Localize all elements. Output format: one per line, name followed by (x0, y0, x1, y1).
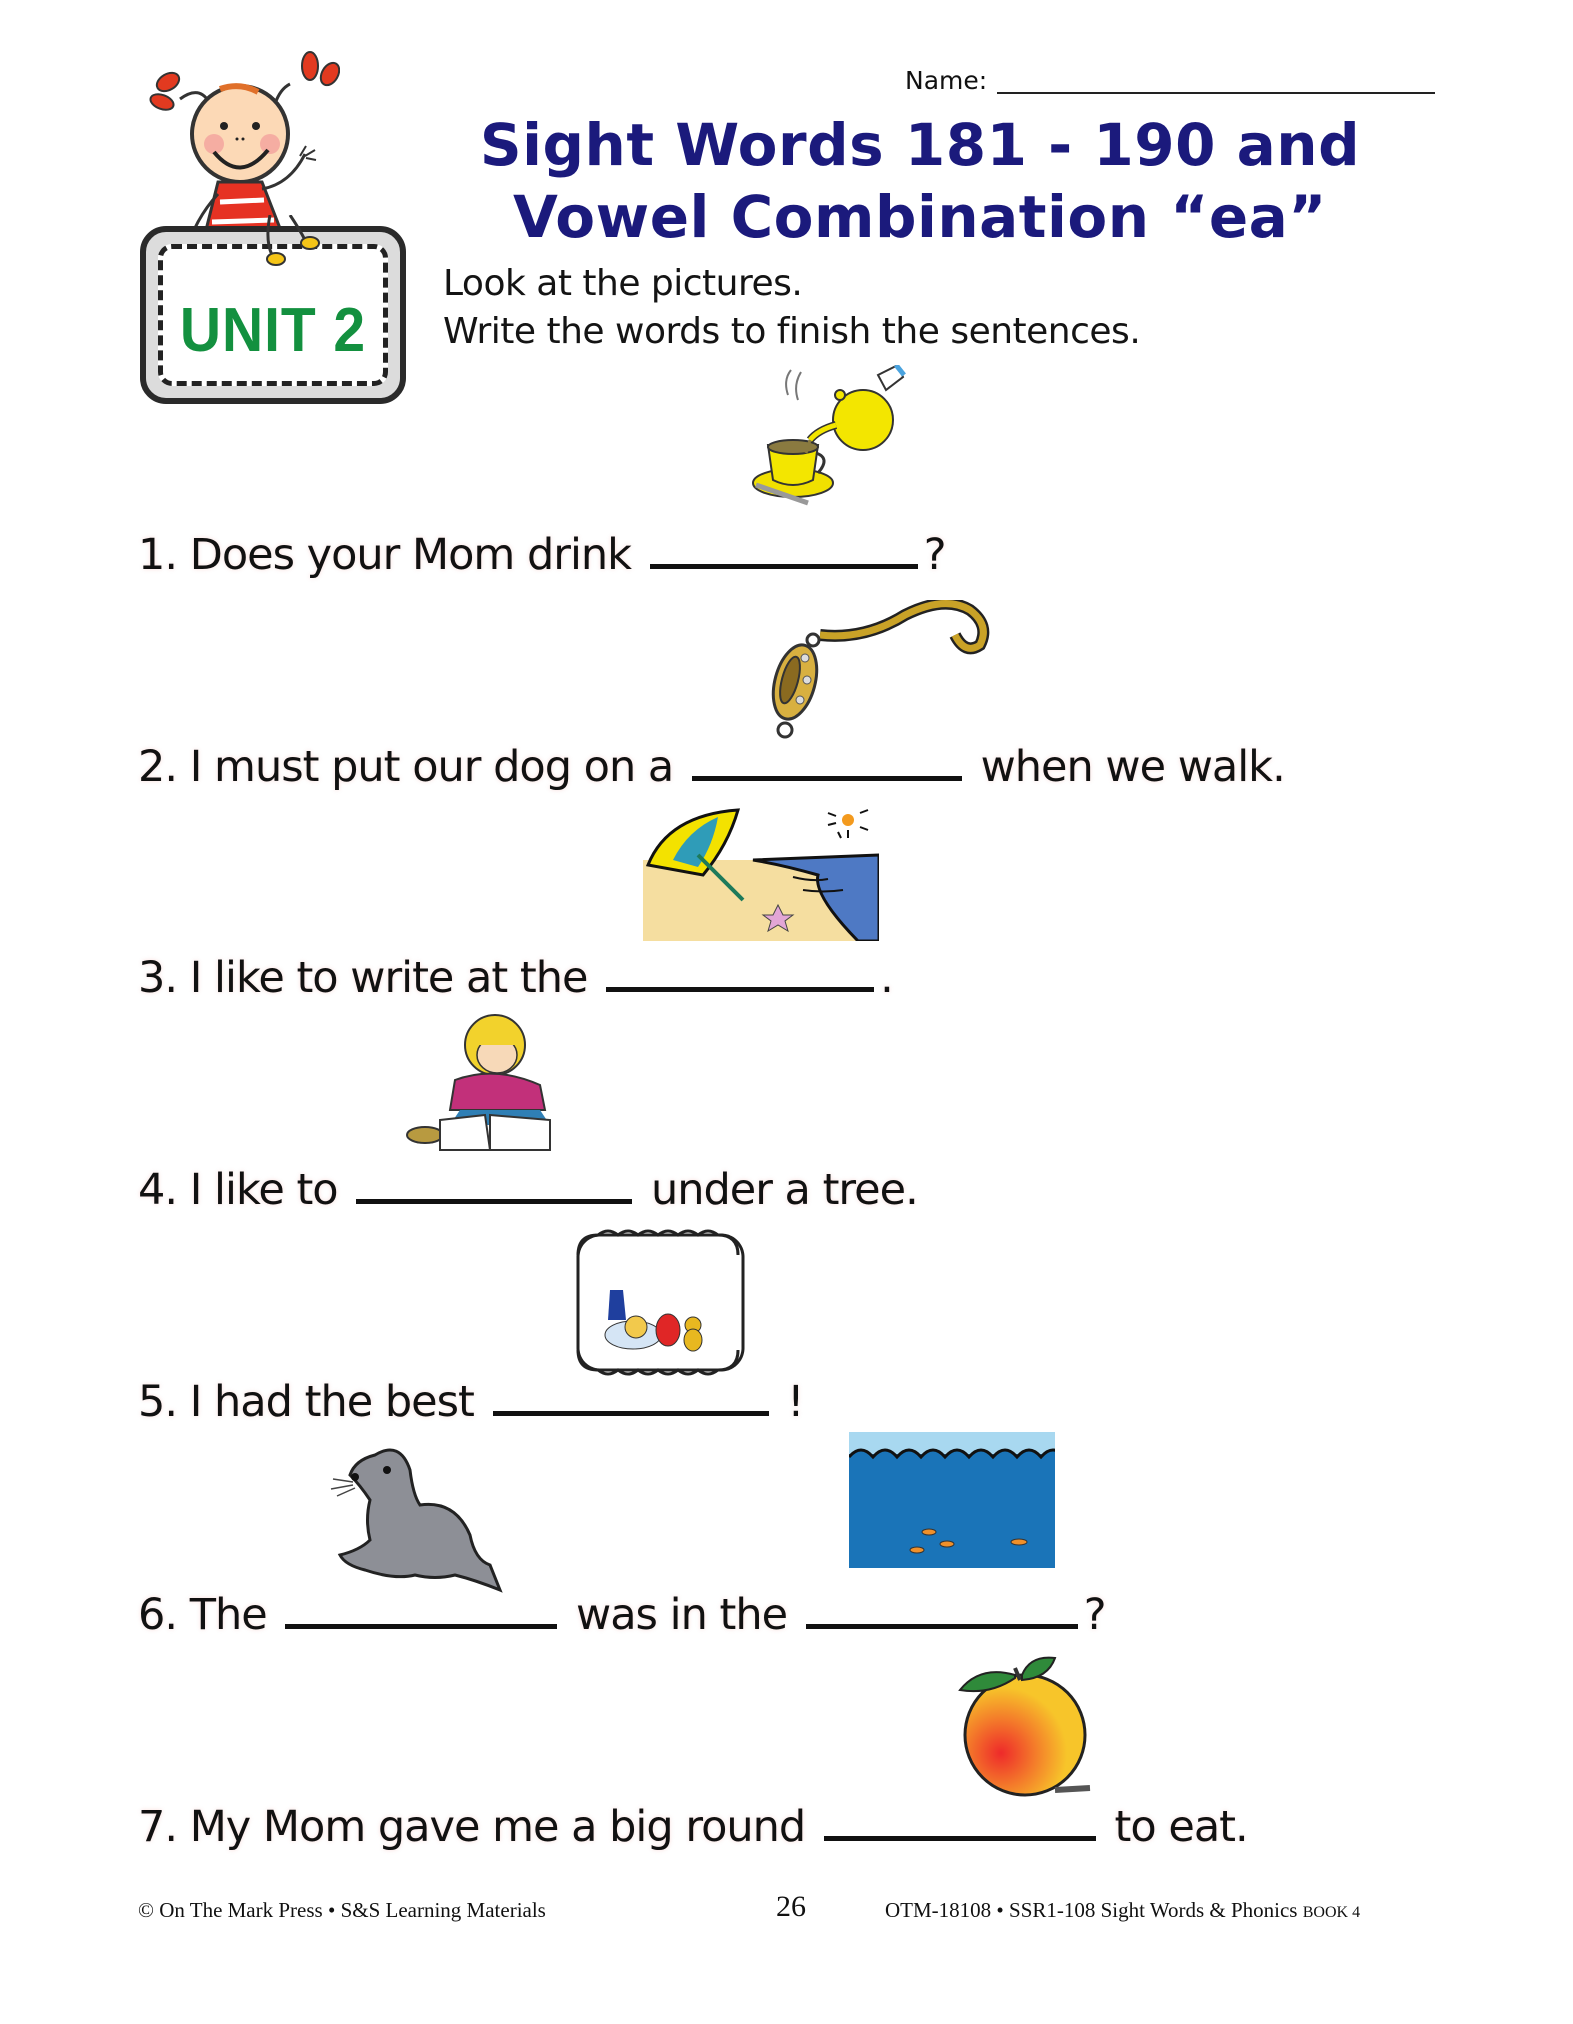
answer-blank-4[interactable] (356, 1198, 632, 1204)
dog-leash-icon (755, 600, 1000, 740)
sentence-text: when we walk. (980, 742, 1285, 792)
answer-blank-6a[interactable] (285, 1623, 557, 1629)
instruction-1: Look at the pictures. (443, 263, 803, 304)
unit-label: UNIT 2 (179, 296, 367, 365)
sentence-7 (138, 1802, 1248, 1852)
answer-blank-7[interactable] (824, 1835, 1096, 1841)
sentence-5 (138, 1377, 803, 1427)
sentence-number: 1. (138, 530, 178, 580)
sentence-number: 3. (138, 953, 178, 1003)
teapot-cup-icon (748, 365, 908, 515)
sentence-2 (138, 742, 1285, 792)
name-label: Name: (905, 66, 988, 95)
sentence-text: under a tree. (650, 1165, 918, 1215)
girl-reading-icon (400, 1010, 575, 1155)
sentence-text: ? (923, 530, 946, 580)
sentence-text: I must put our dog on a (189, 742, 674, 792)
sentence-text: My Mom gave me a big round (189, 1802, 806, 1852)
sentence-number: 5. (138, 1377, 178, 1427)
sentence-text: I had the best (189, 1377, 474, 1427)
sentence-text: ! (787, 1377, 804, 1427)
footer-copyright: © On The Mark Press • S&S Learning Materials (138, 1898, 546, 1922)
sea-icon (849, 1432, 1055, 1568)
sentence-text: The (189, 1590, 267, 1640)
sentence-text: was in the (576, 1590, 788, 1640)
name-field[interactable] (997, 92, 1435, 94)
footer-series-title: OTM-18108 • SSR1-108 Sight Words & Phonics (885, 1898, 1298, 1922)
dream-cloud-icon (568, 1225, 753, 1380)
sentence-text: to eat. (1114, 1802, 1248, 1852)
sentence-number: 4. (138, 1165, 178, 1215)
sentence-text: I like to write at the (189, 953, 588, 1003)
beach-icon (643, 805, 879, 941)
answer-blank-6b[interactable] (806, 1623, 1078, 1629)
sentence-6 (138, 1590, 1106, 1640)
page-title-line1: Sight Words 181 - 190 and (479, 111, 1361, 179)
sentence-text: ? (1083, 1590, 1106, 1640)
sentence-text: Does your Mom drink (189, 530, 632, 580)
peach-icon (940, 1650, 1100, 1800)
footer-series (885, 1898, 1360, 1923)
sentence-text: I like to (189, 1165, 338, 1215)
seal-icon (325, 1440, 520, 1600)
sentence-4 (138, 1165, 918, 1215)
answer-blank-3[interactable] (606, 986, 874, 992)
footer-book: BOOK 4 (1302, 1904, 1361, 1921)
sentence-number: 2. (138, 742, 178, 792)
answer-blank-1[interactable] (650, 563, 918, 569)
page-title-line2: Vowel Combination “ea” (513, 183, 1327, 251)
answer-blank-2[interactable] (692, 775, 962, 781)
girl-legs-icon (250, 215, 330, 275)
sentence-number: 7. (138, 1802, 178, 1852)
sentence-3 (138, 953, 893, 1003)
instruction-2: Write the words to finish the sentences. (443, 311, 1141, 352)
sentence-text: . (880, 953, 893, 1003)
sentence-1 (138, 530, 946, 580)
page-number: 26 (776, 1890, 806, 1923)
sentence-number: 6. (138, 1590, 178, 1640)
answer-blank-5[interactable] (493, 1410, 769, 1416)
